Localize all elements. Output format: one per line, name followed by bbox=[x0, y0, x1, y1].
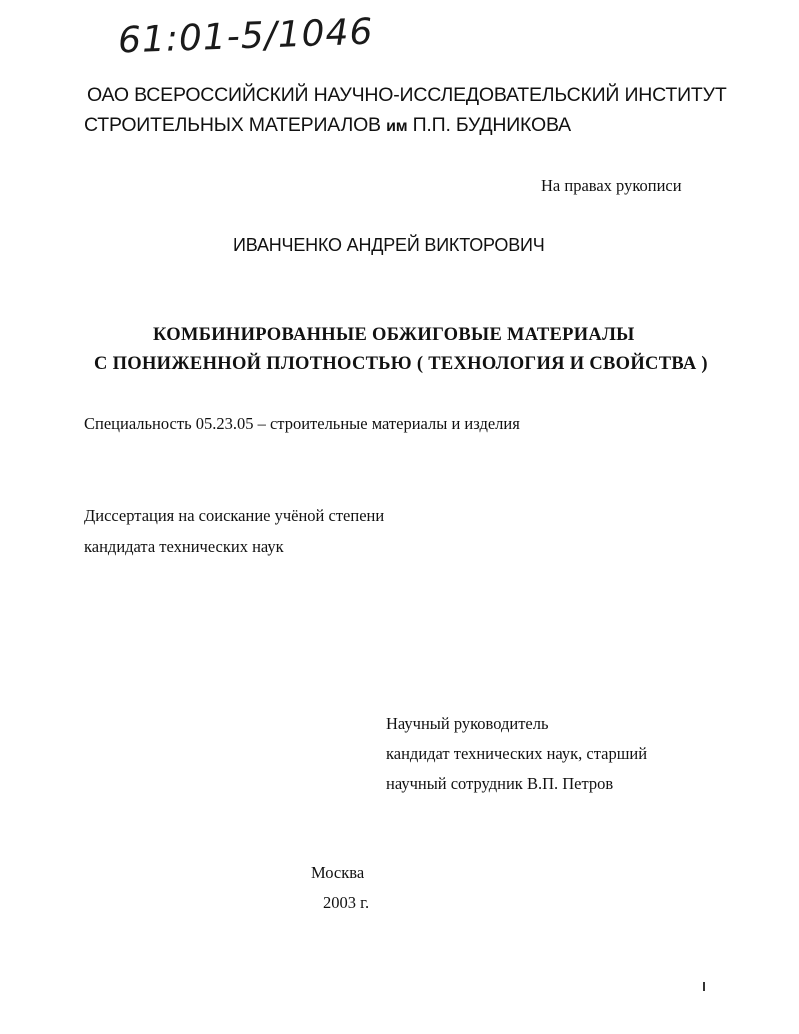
handwritten-archive-code: 61:01-5/1046 bbox=[117, 11, 375, 62]
supervisor-line-3: научный сотрудник В.П. Петров bbox=[386, 774, 614, 793]
dissertation-degree-line-2: кандидата технических наук bbox=[84, 537, 284, 556]
organization-name: СТРОИТЕЛЬНЫХ МАТЕРИАЛОВ bbox=[84, 114, 381, 136]
city: Москва bbox=[311, 863, 365, 882]
dissertation-degree-line-1: Диссертация на соискание учёной степени bbox=[84, 506, 385, 525]
dissertation-title-line-2: С ПОНИЖЕННОЙ ПЛОТНОСТЬЮ ( ТЕХНОЛОГИЯ И СВОЙСТВА ) bbox=[94, 354, 708, 374]
scan-mark bbox=[703, 982, 705, 991]
supervisor-line-1: Научный руководитель bbox=[386, 714, 549, 733]
organization-line-1: ОАО ВСЕРОССИЙСКИЙ НАУЧНО-ИССЛЕДОВАТЕЛЬСКИЙ ИНСТИТУТ bbox=[87, 84, 727, 106]
specialty: Специальность 05.23.05 – строительные материалы и изделия bbox=[84, 414, 520, 433]
supervisor-line-2: кандидат технических наук, старший bbox=[386, 744, 648, 763]
dissertation-title-line-1: КОМБИНИРОВАННЫЕ ОБЖИГОВЫЕ МАТЕРИАЛЫ bbox=[153, 325, 635, 345]
organization-im: им bbox=[386, 118, 408, 135]
author-name: ИВАНЧЕНКО АНДРЕЙ ВИКТОРОВИЧ bbox=[233, 235, 545, 255]
manuscript-rights: На правах рукописи bbox=[541, 176, 682, 195]
organization-line-2 bbox=[84, 114, 571, 137]
year: 2003 г. bbox=[323, 893, 370, 912]
organization-namesake: П.П. БУДНИКОВА bbox=[412, 114, 571, 136]
